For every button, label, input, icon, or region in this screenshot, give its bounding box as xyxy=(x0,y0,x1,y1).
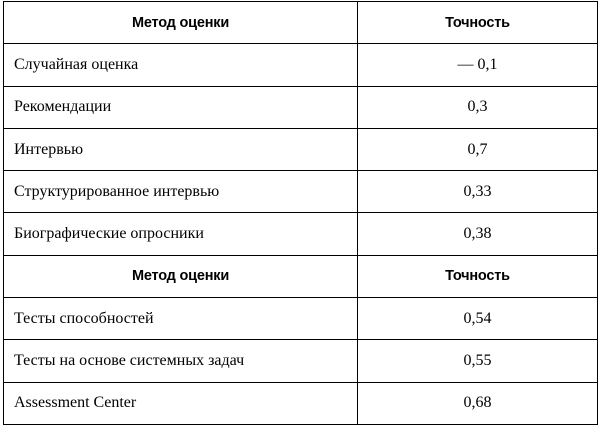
method-cell: Assessment Center xyxy=(4,382,358,424)
method-cell: Тесты на основе системных задач xyxy=(4,340,358,382)
table-row xyxy=(4,86,598,128)
method-cell: Случайная оценка xyxy=(4,44,358,86)
table-row xyxy=(4,171,598,213)
accuracy-cell: 0,54 xyxy=(358,298,598,340)
accuracy-table xyxy=(3,1,598,425)
accuracy-cell: 0,55 xyxy=(358,340,598,382)
table-row xyxy=(4,128,598,170)
method-cell: Рекомендации xyxy=(4,86,358,128)
table-row xyxy=(4,340,598,382)
accuracy-table-container xyxy=(3,1,597,425)
table-row xyxy=(4,213,598,255)
column-header-method: Метод оценки xyxy=(4,255,358,297)
accuracy-cell: 0,33 xyxy=(358,171,598,213)
method-cell: Тесты способностей xyxy=(4,298,358,340)
header-row xyxy=(4,255,598,297)
table-row xyxy=(4,298,598,340)
table-row xyxy=(4,44,598,86)
method-cell: Интервью xyxy=(4,128,358,170)
method-cell: Структурированное интервью xyxy=(4,171,358,213)
column-header-method: Метод оценки xyxy=(4,2,358,44)
accuracy-cell: 0,3 xyxy=(358,86,598,128)
accuracy-cell: 0,68 xyxy=(358,382,598,424)
accuracy-cell: 0,38 xyxy=(358,213,598,255)
table-row xyxy=(4,382,598,424)
method-cell: Биографические опросники xyxy=(4,213,358,255)
column-header-accuracy: Точность xyxy=(358,255,598,297)
accuracy-cell: 0,7 xyxy=(358,128,598,170)
accuracy-cell: — 0,1 xyxy=(358,44,598,86)
column-header-accuracy: Точность xyxy=(358,2,598,44)
header-row xyxy=(4,2,598,44)
